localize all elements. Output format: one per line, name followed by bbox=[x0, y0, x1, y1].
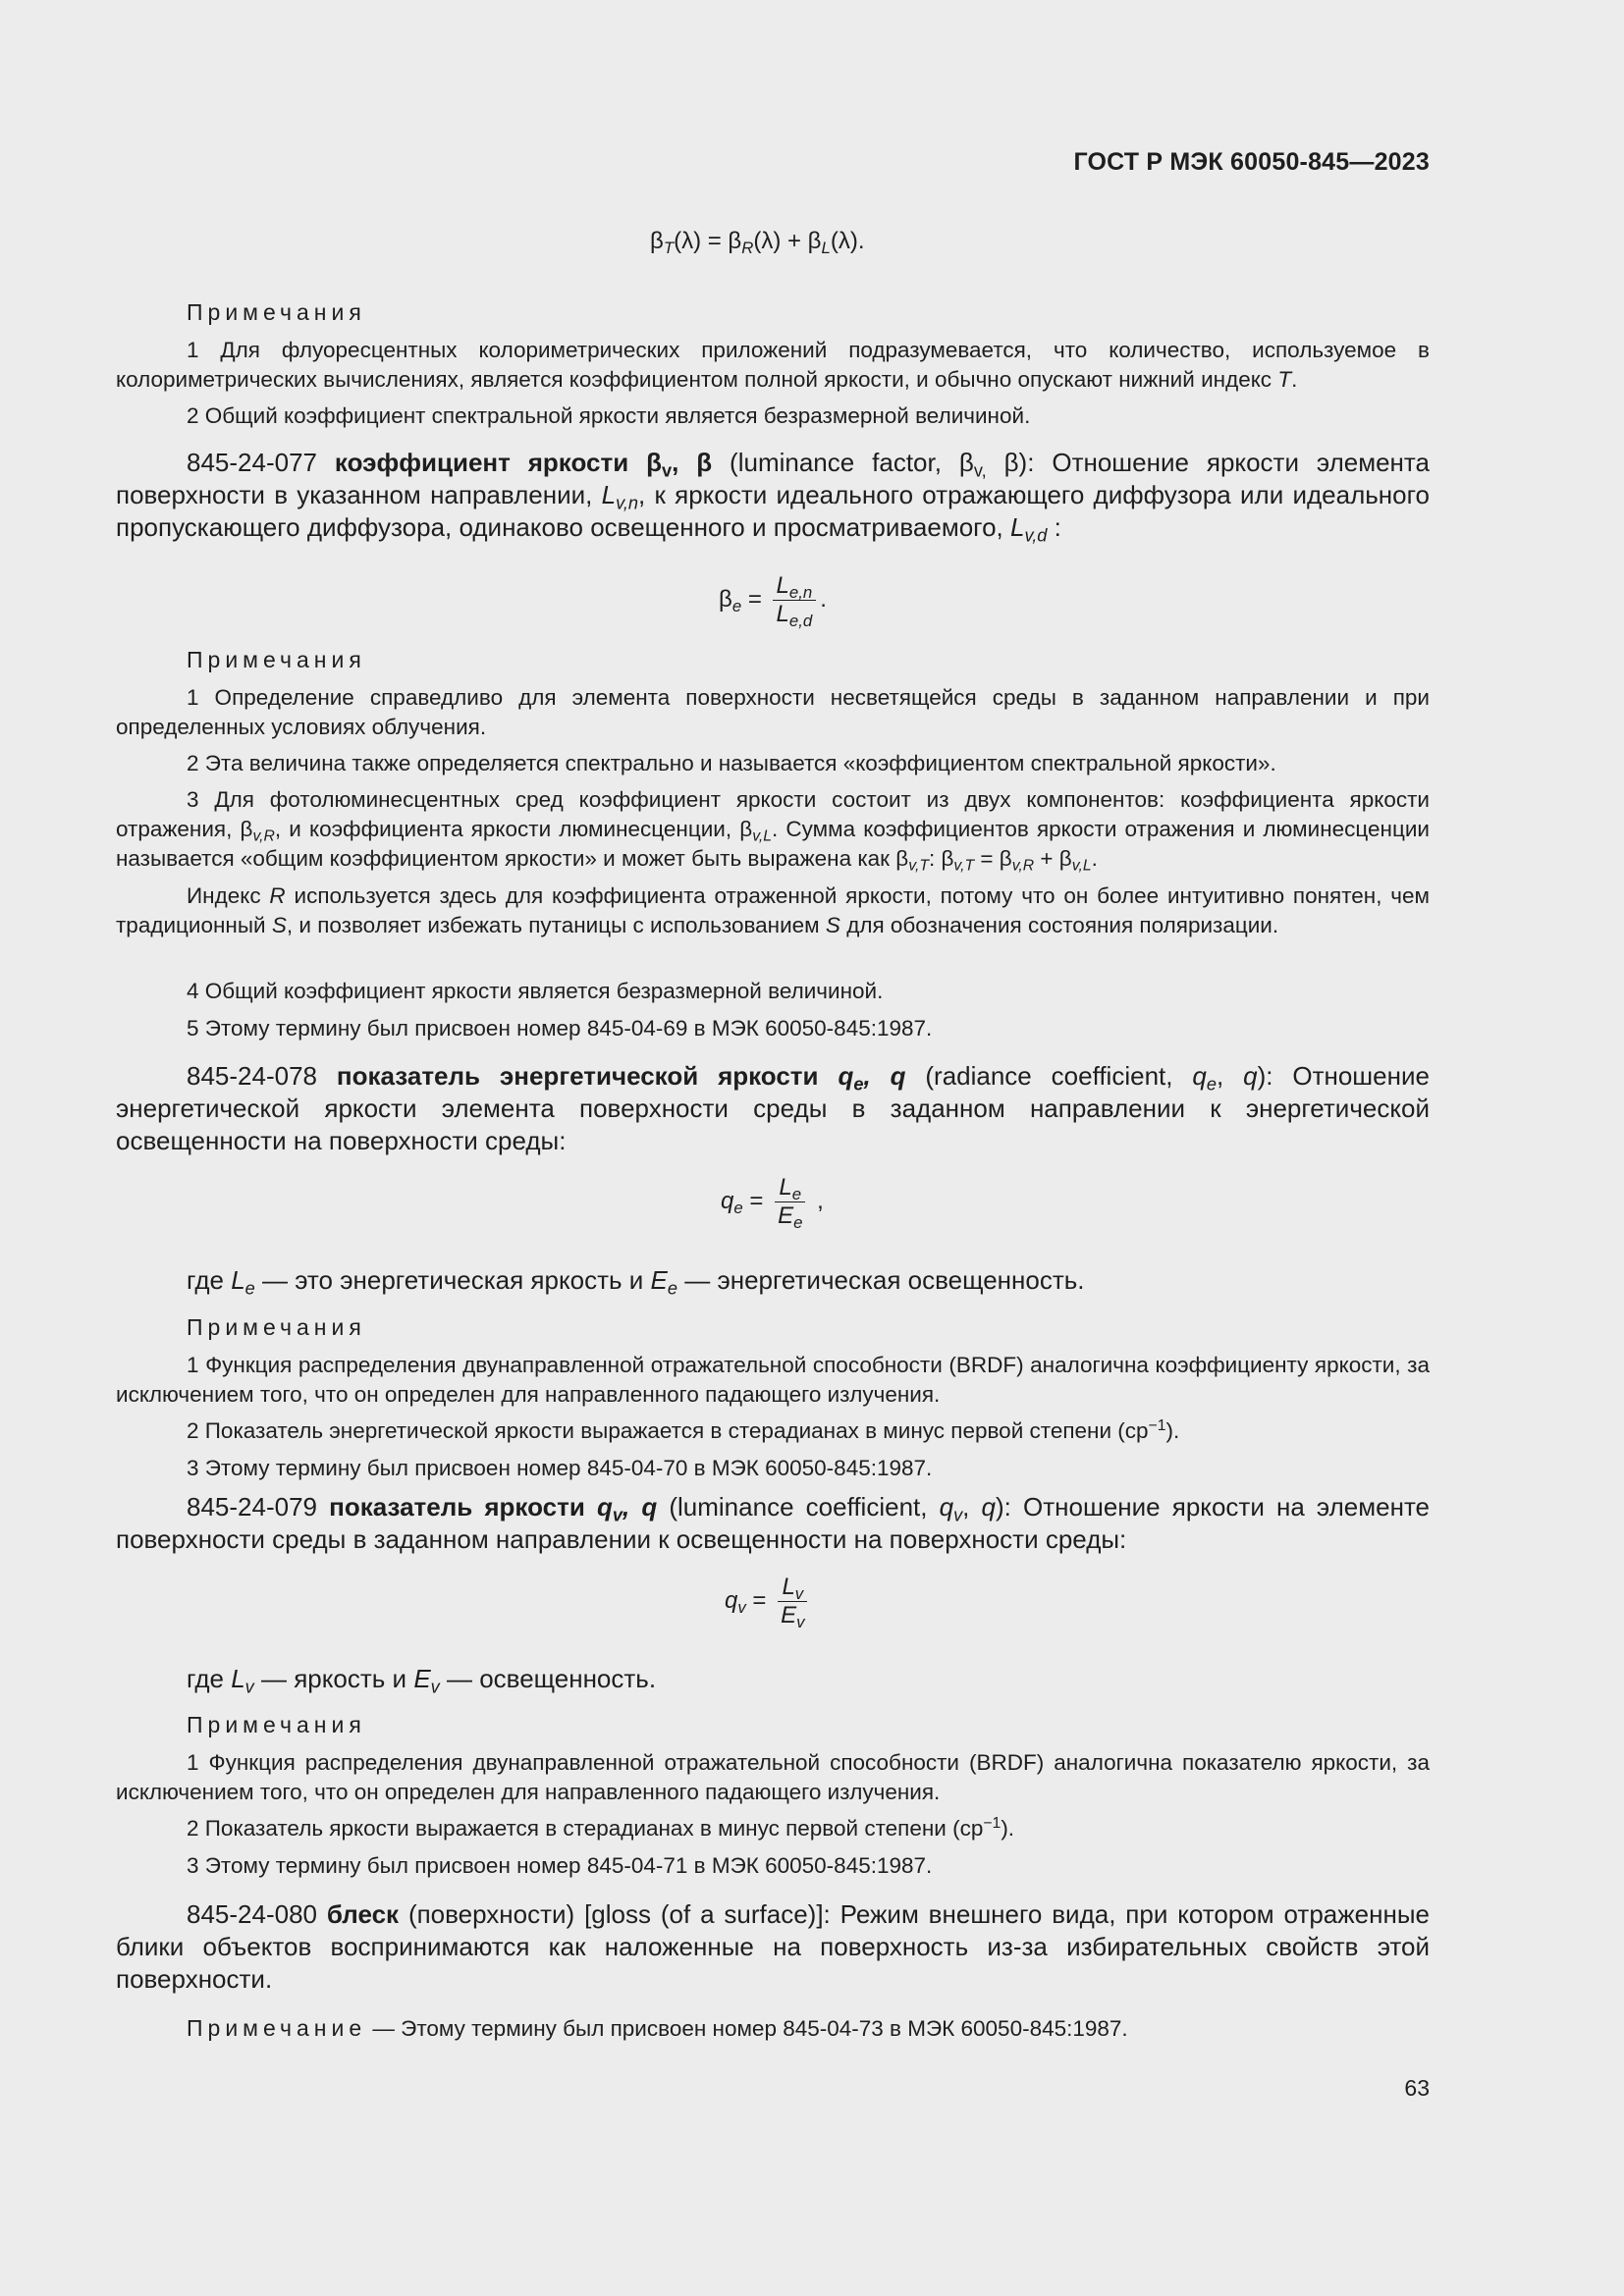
note-078-2: 2 Показатель энергетической яркости выражается в стерадианах в минус первой степени $(ср^{-1})$. bbox=[187, 1417, 1180, 1443]
formula-q-e: $q_e$ = $\frac{L_e}{E_e}$ , bbox=[721, 1174, 824, 1233]
page-number: 63 bbox=[1404, 2075, 1430, 2101]
term-845-24-080: 845-24-080 блеск (поверхности) [gloss (of a surface)]: Режим внешнего вида, при котором отраженные блики объектов воспринимаются как наложенные на поверхность из-за избирательных свойств этой поверхности. bbox=[116, 1899, 1430, 1994]
notes-heading: Примечания bbox=[187, 1314, 366, 1340]
note-077-1: 1 Определение справедливо для элемента поверхности несветящейся среды в заданном направлении и при определенных условиях облучения. bbox=[116, 685, 1430, 739]
note-077-3-continued: Индекс R используется здесь для коэффициента отраженной яркости, потому что он более интуитивно понятен, чем традиционный S, и позволяет избежать путаницы с использованием S для обозначения состояния поляризации. bbox=[116, 883, 1430, 937]
notes-heading: Примечания bbox=[187, 647, 366, 672]
term-845-24-079: 845-24-079 показатель яркости $q_v$, q (luminance coefficient, $q_v$, q): Отношение яркости на элементе поверхности среды в заданном направлении к освещенности на поверхности среды: bbox=[116, 1492, 1431, 1554]
term-845-24-077: 845-24-077 коэффициент яркости $\beta_v$, β (luminance factor, $\beta_{v,}$ β): Отношение яркости элемента поверхности в указанном направлении, $L_{v,n}$, к яркости идеального отражающего диффузора или идеального пропускающего диффузора, одинаково освещенного и просматриваемого, $L_{v,d}$ : bbox=[116, 448, 1430, 546]
note-079-2: 2 Показатель яркости выражается в стерадианах в минус первой степени $(ср^{-1})$. bbox=[187, 1815, 1015, 1841]
note-077-5: 5 Этому термину был присвоен номер 845-04-69 в МЭК 60050-845:1987. bbox=[187, 1016, 933, 1041]
formula-q-v: $q_v$ = $\frac{L_v}{E_v}$ bbox=[725, 1575, 813, 1628]
note-080: Примечание — Этому термину был присвоен номер 845-04-73 в МЭК 60050-845:1987. bbox=[187, 2015, 1128, 2041]
note-079-1: 1 Функция распределения двунаправленной отражательной способности (BRDF) аналогична показателю яркости, за исключением того, что он определен для направленного падающего излучения. bbox=[116, 1750, 1430, 1804]
note-079-3: 3 Этому термину был присвоен номер 845-04-71 в МЭК 60050-845:1987. bbox=[187, 1853, 933, 1878]
note-076-2: 2 Общий коэффициент спектральной яркости является безразмерной величиной. bbox=[187, 403, 1031, 428]
note-076-1: 1 Для флуоресцентных колориметрических приложений подразумевается, что количество, используемое в колориметрических вычислениях, является коэффициентом полной яркости, и обычно опускают нижний индекс T. bbox=[116, 338, 1430, 392]
note-078-1: 1 Функция распределения двунаправленной отражательной способности (BRDF) аналогична коэффициенту яркости, за исключением того, что он определен для направленного падающего излучения. bbox=[116, 1353, 1430, 1407]
note-077-3: 3 Для фотолюминесцентных сред коэффициент яркости состоит из двух компонентов: коэффициента яркости отражения, $\beta_{v,R}$, и коэффициента яркости люминесценции, $\beta_{v,L}$. Сумма коэффициентов яркости отражения и люминесценции называется «общим коэффициентом яркости» и может быть выражена как $\beta_{v,T}$: $\beta_{v,T} = \beta_{v,R} + \beta_{v,L}$. bbox=[116, 787, 1430, 875]
document-id-header: ГОСТ Р МЭК 60050-845—2023 bbox=[1073, 148, 1430, 176]
notes-heading: Примечания bbox=[187, 299, 366, 325]
note-077-4: 4 Общий коэффициент яркости является безразмерной величиной. bbox=[187, 979, 884, 1003]
note-078-3: 3 Этому термину был присвоен номер 845-04-70 в МЭК 60050-845:1987. bbox=[187, 1456, 933, 1480]
document-page bbox=[116, 0, 1430, 2296]
formula-beta-e: $\beta_e$ = $\frac{L_{e,n}}{L_{e,d}}$ . bbox=[719, 572, 827, 631]
notes-heading: Примечания bbox=[187, 1712, 366, 1737]
where-079: где $L_v$ — яркость и $E_v$ — освещенность. bbox=[187, 1664, 657, 1697]
where-078: где $L_e$ — это энергетическая яркость и $E_e$ — энергетическая освещенность. bbox=[187, 1265, 1085, 1299]
note-077-2: 2 Эта величина также определяется спектрально и называется «коэффициентом спектральной яркости». bbox=[187, 751, 1276, 775]
formula-beta-total: $\beta_T(\lambda) = \beta_R(\lambda) + \beta_L(\lambda)$. bbox=[650, 228, 865, 258]
term-845-24-078: 845-24-078 показатель энергетической яркости $q_e$, q (radiance coefficient, $q_e$, q): Отношение энергетической яркости элемента поверхности среды в заданном направлении к энергетической освещенности на поверхности среды: bbox=[116, 1061, 1430, 1155]
